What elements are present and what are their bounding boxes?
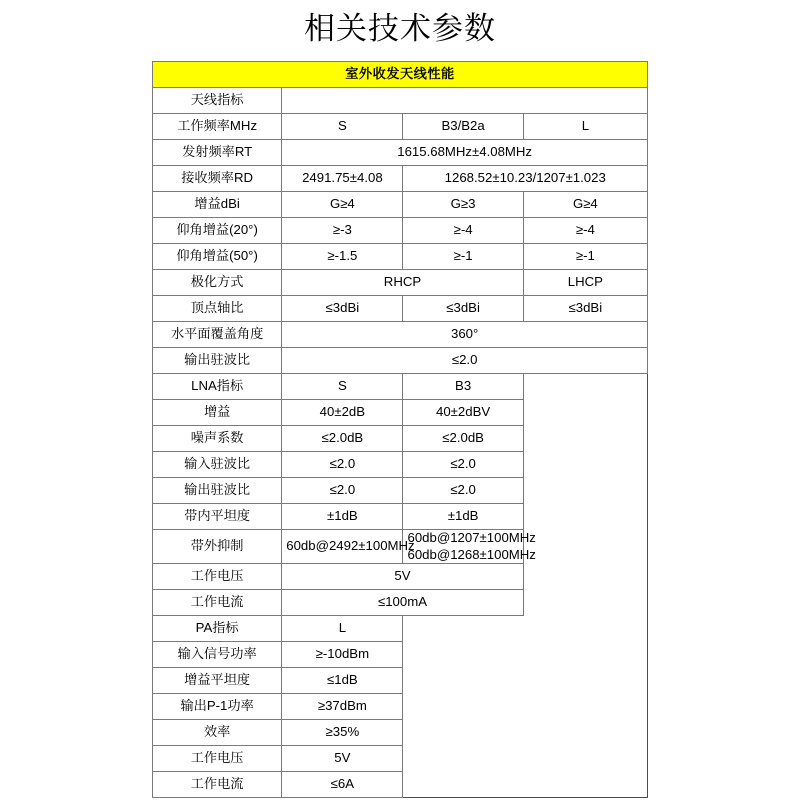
row-value: 5V	[282, 746, 403, 772]
row-value: ≥-10dBm	[282, 642, 403, 668]
spec-table	[152, 61, 648, 798]
row-label: 增益	[153, 400, 282, 426]
row-value: ≤2.0	[403, 478, 523, 504]
row-value: ≤2.0	[282, 478, 403, 504]
table-row	[153, 374, 648, 400]
row-label: 仰角增益(50°)	[153, 244, 282, 270]
row-label: 工作电流	[153, 590, 282, 616]
row-value: B3	[403, 374, 523, 400]
table-row	[153, 694, 648, 720]
row-value: G≥3	[403, 192, 523, 218]
row-label: 增益dBi	[153, 192, 282, 218]
row-value: ±1dB	[282, 504, 403, 530]
table-row	[153, 590, 648, 616]
table-row	[153, 244, 648, 270]
row-value: ≤2.0dB	[282, 426, 403, 452]
row-value: 40±2dB	[282, 400, 403, 426]
row-label: 噪声系数	[153, 426, 282, 452]
table-row	[153, 504, 648, 530]
row-value: RHCP	[282, 270, 523, 296]
table-row	[153, 296, 648, 322]
table-row	[153, 140, 648, 166]
row-value: ≥-4	[403, 218, 523, 244]
table-row	[153, 426, 648, 452]
row-value: ±1dB	[403, 504, 523, 530]
table-row	[153, 270, 648, 296]
row-value: ≤3dBi	[282, 296, 403, 322]
row-label: 工作电压	[153, 564, 282, 590]
row-label: 输出P-1功率	[153, 694, 282, 720]
row-value: ≤1dB	[282, 668, 403, 694]
row-value: ≤100mA	[282, 590, 523, 616]
row-label: 仰角增益(20°)	[153, 218, 282, 244]
page-title: 相关技术参数	[304, 11, 496, 46]
table-row	[153, 746, 648, 772]
table-header-row	[153, 62, 648, 88]
row-label: 输出驻波比	[153, 478, 282, 504]
table-row	[153, 642, 648, 668]
row-value: 60db@2492±100MHz	[282, 530, 403, 564]
row-label: 发射频率RT	[153, 140, 282, 166]
table-row	[153, 400, 648, 426]
row-value: 1615.68MHz±4.08MHz	[282, 140, 648, 166]
row-value: B3/B2a	[403, 114, 523, 140]
row-value: L	[282, 616, 403, 642]
table-row	[153, 192, 648, 218]
row-label: 工作电压	[153, 746, 282, 772]
row-label: 工作频率MHz	[153, 114, 282, 140]
row-label: 极化方式	[153, 270, 282, 296]
table-row	[153, 772, 648, 798]
row-value: 360°	[282, 322, 648, 348]
row-value: S	[282, 374, 403, 400]
row-value: L	[523, 114, 647, 140]
row-label: LNA指标	[153, 374, 282, 400]
row-value: ≥-3	[282, 218, 403, 244]
row-label: PA指标	[153, 616, 282, 642]
row-value: ≥-1.5	[282, 244, 403, 270]
table-row	[153, 452, 648, 478]
row-label: 带内平坦度	[153, 504, 282, 530]
row-value: 1268.52±10.23/1207±1.023	[403, 166, 648, 192]
row-label: 输入信号功率	[153, 642, 282, 668]
table-row	[153, 668, 648, 694]
row-value: ≥35%	[282, 720, 403, 746]
row-value: 5V	[282, 564, 523, 590]
row-value: S	[282, 114, 403, 140]
row-label: 顶点轴比	[153, 296, 282, 322]
row-label: 输出驻波比	[153, 348, 282, 374]
spec-table-wrapper	[152, 61, 648, 798]
row-label: 水平面覆盖角度	[153, 322, 282, 348]
row-value-line: 60db@1207±100MHz	[407, 530, 536, 545]
row-value-line: 60db@1268±100MHz	[407, 546, 536, 562]
row-label: 输入驻波比	[153, 452, 282, 478]
row-value: 40±2dBV	[403, 400, 523, 426]
row-value: ≤2.0	[282, 348, 648, 374]
row-value	[282, 88, 648, 114]
row-value	[403, 530, 536, 564]
row-value: G≥4	[282, 192, 403, 218]
row-label: 天线指标	[153, 88, 282, 114]
row-value: ≥37dBm	[282, 694, 403, 720]
row-value: LHCP	[523, 270, 647, 296]
row-value: ≤2.0	[282, 452, 403, 478]
row-label: 效率	[153, 720, 282, 746]
table-row	[153, 720, 648, 746]
table-row	[153, 166, 648, 192]
row-value: 2491.75±4.08	[282, 166, 403, 192]
table-row	[153, 616, 648, 642]
spec-table-body	[153, 62, 648, 798]
table-row	[153, 218, 648, 244]
row-value: G≥4	[523, 192, 647, 218]
row-value: ≤6A	[282, 772, 403, 798]
row-value: ≤3dBi	[523, 296, 647, 322]
row-label: 带外抑制	[153, 530, 282, 564]
row-value: ≤3dBi	[403, 296, 523, 322]
row-value: ≤2.0	[403, 452, 523, 478]
row-value: ≥-1	[403, 244, 523, 270]
row-label: 工作电流	[153, 772, 282, 798]
row-label: 增益平坦度	[153, 668, 282, 694]
row-value: ≥-1	[523, 244, 647, 270]
table-header-title: 室外收发天线性能	[153, 62, 648, 88]
table-row	[153, 114, 648, 140]
table-row	[153, 530, 648, 564]
table-row	[153, 322, 648, 348]
row-value: ≥-4	[523, 218, 647, 244]
table-row	[153, 564, 648, 590]
table-row	[153, 478, 648, 504]
row-value: ≤2.0dB	[403, 426, 523, 452]
table-row	[153, 348, 648, 374]
table-row	[153, 88, 648, 114]
row-label: 接收频率RD	[153, 166, 282, 192]
